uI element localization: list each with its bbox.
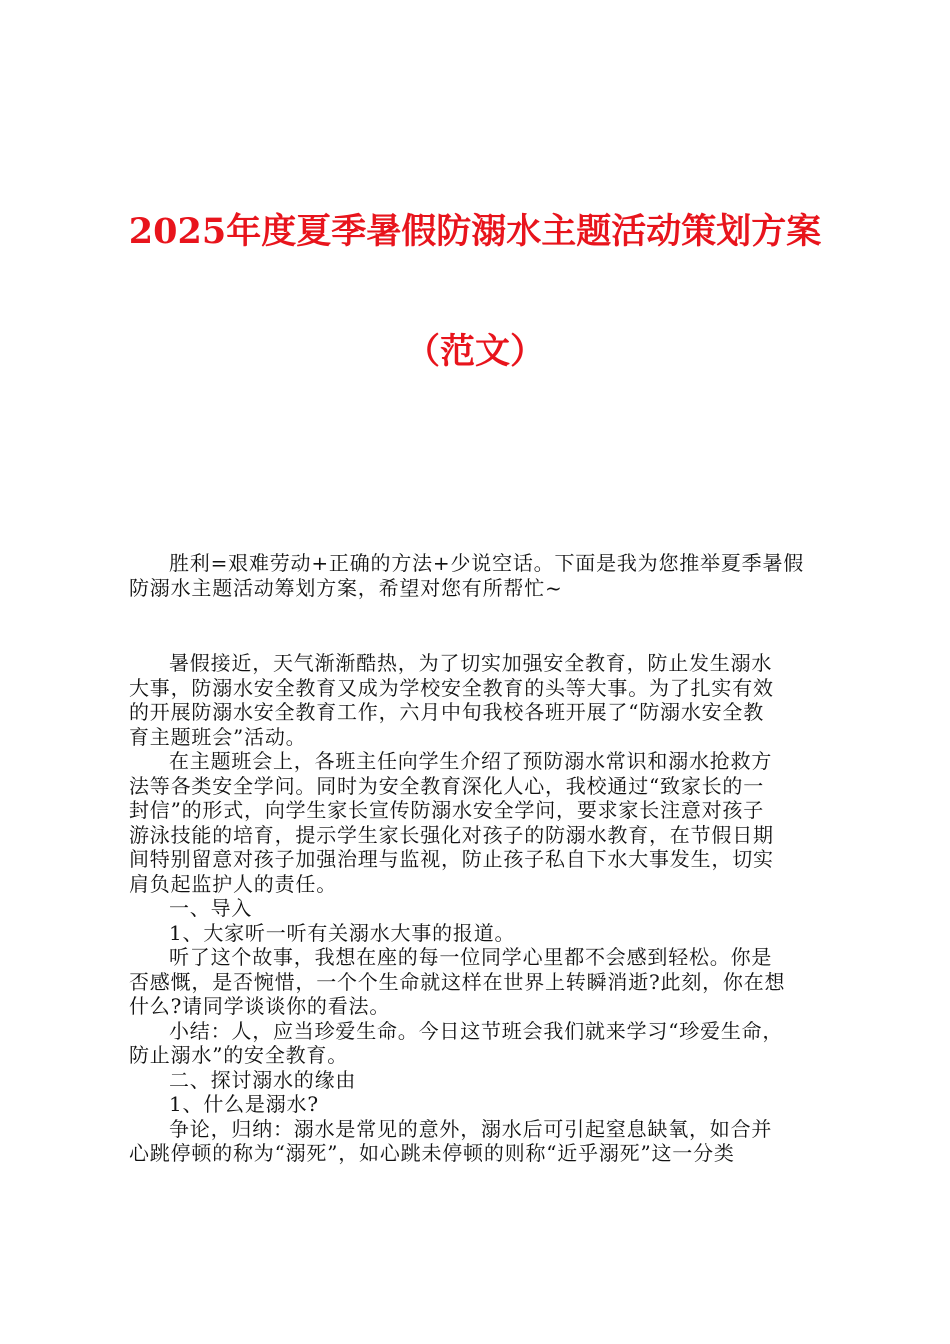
body-line: 争论，归纳：溺水是常见的意外，溺水后可引起窒息缺氧，如合并 [169, 1116, 773, 1141]
body-line: 的开展防溺水安全教育工作，六月中旬我校各班开展了“防溺水安全教 [129, 700, 765, 724]
body-line: 育主题班会”活动。 [129, 724, 307, 749]
body-line: 间特别留意对孩子加强治理与监视，防止孩子私自下水大事发生，切实 [129, 847, 774, 871]
body-line: 二、探讨溺水的缘由 [169, 1067, 357, 1092]
body-line: 肩负起监护人的责任。 [129, 871, 337, 896]
body-line: 一、导入 [169, 896, 253, 920]
intro-line: 胜利=艰难劳动+正确的方法+少说空话。下面是我为您推举夏季暑假 [169, 551, 805, 575]
intro-line: 防溺水主题活动筹划方案，希望对您有所帮忙~ [129, 575, 563, 600]
body-line: 在主题班会上，各班主任向学生介绍了预防溺水常识和溺水抢救方 [169, 749, 773, 773]
body-line: 小结：人，应当珍爱生命。今日这节班会我们就来学习“珍爱生命， [169, 1018, 784, 1043]
body-line: 1、大家听一听有关溺水大事的报道。 [169, 920, 516, 945]
body-line: 法等各类安全学问。同时为安全教育深化人心，我校通过“致家长的一 [129, 773, 765, 798]
body-line: 否感慨，是否惋惜，一个个生命就这样在世界上转瞬消逝?此刻，你在想 [129, 969, 786, 994]
document-title: 2025年度夏季暑假防溺水主题活动策划方案 [128, 211, 822, 252]
body-line: 封信”的形式，向学生家长宣传防溺水安全学问，要求家长注意对孩子 [129, 798, 765, 822]
body-line: 大事，防溺水安全教育又成为学校安全教育的头等大事。为了扎实有效 [129, 675, 774, 700]
document-subtitle: （范文） [404, 331, 545, 372]
body-line: 游泳技能的培育，提示学生家长强化对孩子的防溺水教育，在节假日期 [129, 822, 774, 847]
body-line: 暑假接近，天气渐渐酷热，为了切实加强安全教育，防止发生溺水 [169, 651, 773, 675]
body-line: 1、什么是溺水? [169, 1092, 319, 1116]
body-text [129, 651, 829, 1166]
intro-paragraph [129, 551, 829, 600]
body-line: 听了这个故事，我想在座的每一位同学心里都不会感到轻松。你是 [169, 945, 773, 969]
body-line: 什么?请同学谈谈你的看法。 [129, 994, 391, 1018]
body-line: 防止溺水”的安全教育。 [129, 1043, 349, 1067]
body-line: 心跳停顿的称为“溺死”，如心跳未停顿的则称“近乎溺死”这一分类 [129, 1141, 735, 1165]
